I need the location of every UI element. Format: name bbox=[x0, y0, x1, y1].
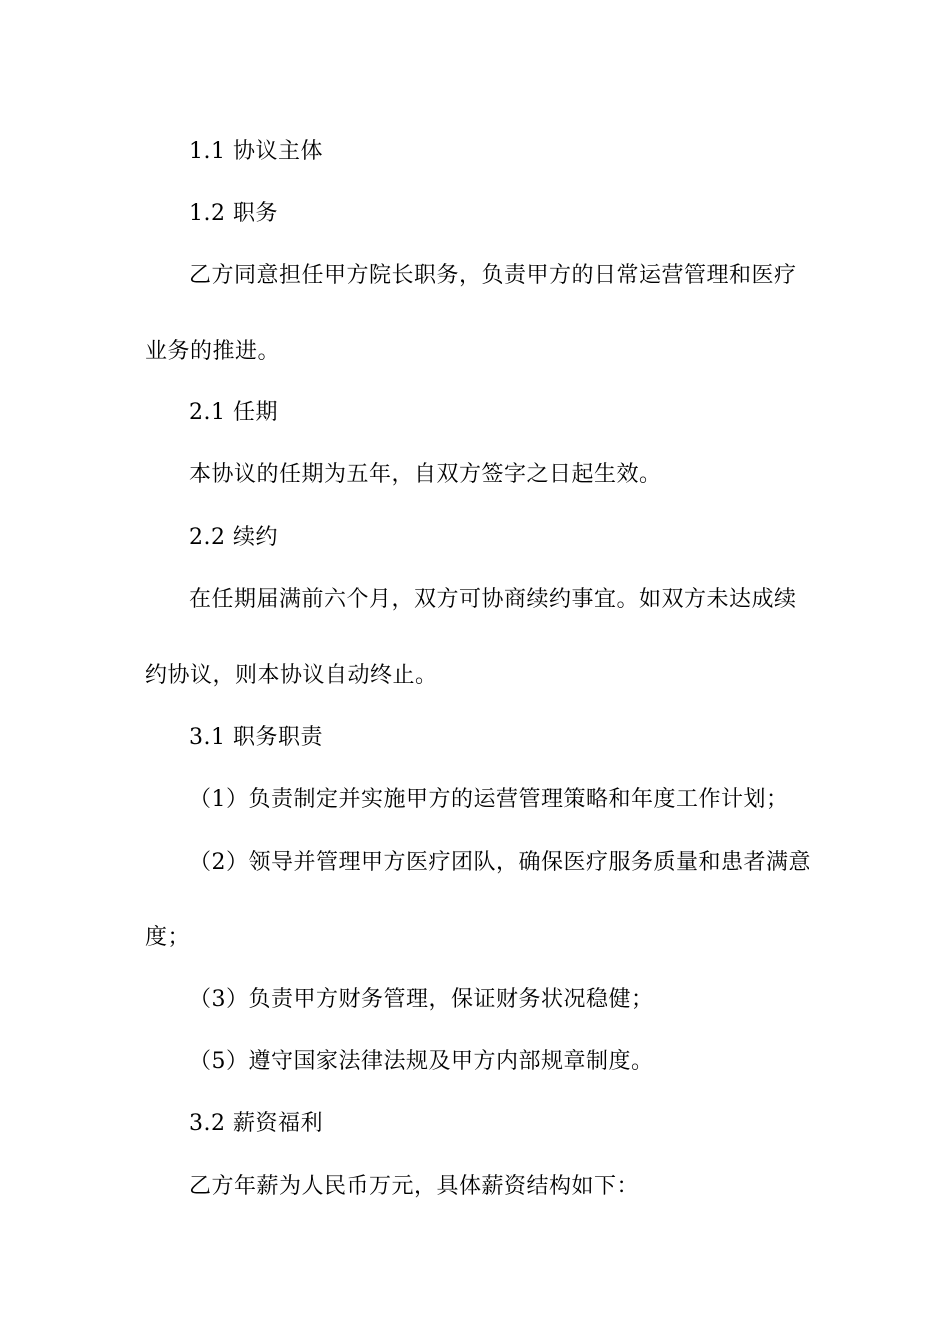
list-item: （2）领导并管理甲方医疗团队，确保医疗服务质量和患者满意 bbox=[189, 850, 811, 875]
paragraph-line: 本协议的任期为五年，自双方签字之日起生效。 bbox=[189, 462, 662, 487]
heading-3-2: 3.2 薪资福利 bbox=[189, 1111, 323, 1136]
paragraph-line: 乙方同意担任甲方院长职务，负责甲方的日常运营管理和医疗 bbox=[189, 263, 797, 288]
list-item-continuation: 度； bbox=[145, 925, 191, 950]
paragraph-line: 乙方年薪为人民币万元，具体薪资结构如下： bbox=[189, 1174, 640, 1199]
heading-2-1: 2.1 任期 bbox=[189, 400, 278, 425]
heading-3-1: 3.1 职务职责 bbox=[189, 725, 323, 750]
heading-1-2: 1.2 职务 bbox=[189, 201, 278, 226]
list-item: （1）负责制定并实施甲方的运营管理策略和年度工作计划； bbox=[189, 787, 789, 812]
list-item: （3）负责甲方财务管理，保证财务状况稳健； bbox=[189, 987, 654, 1012]
paragraph-line: 约协议，则本协议自动终止。 bbox=[145, 663, 438, 688]
list-item: （5）遵守国家法律法规及甲方内部规章制度。 bbox=[189, 1049, 654, 1074]
paragraph-line: 在任期届满前六个月，双方可协商续约事宜。如双方未达成续 bbox=[189, 587, 797, 612]
paragraph-line: 业务的推进。 bbox=[145, 339, 281, 364]
heading-2-2: 2.2 续约 bbox=[189, 525, 278, 550]
heading-1-1: 1.1 协议主体 bbox=[189, 139, 323, 164]
